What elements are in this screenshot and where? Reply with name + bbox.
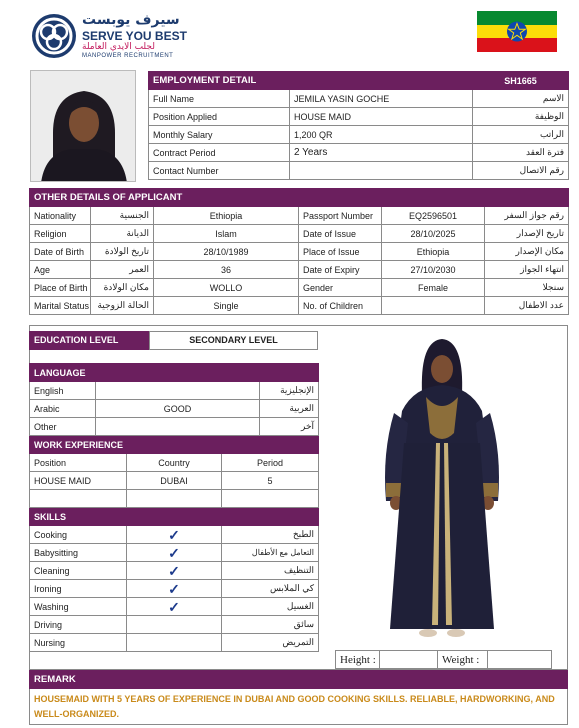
marital-status-value: Single	[154, 297, 299, 315]
other-language-value	[96, 418, 260, 436]
table-row	[30, 400, 319, 418]
checkmark-icon: ✓	[168, 598, 180, 615]
table-row	[30, 598, 319, 616]
skill-label-arabic: التنظيف	[222, 562, 319, 580]
date-of-issue-value: 28/10/2025	[382, 225, 485, 243]
work-country-cell	[127, 490, 222, 508]
field-label: Marital Status	[30, 297, 91, 315]
language-label-arabic: آخر	[260, 418, 319, 436]
table-row	[30, 297, 569, 315]
table-row	[30, 472, 319, 490]
skill-label-arabic: التمريض	[222, 634, 319, 652]
skill-label-arabic: سائق	[222, 616, 319, 634]
field-label: Gender	[299, 279, 382, 297]
field-label: Full Name	[149, 90, 290, 108]
checkmark-icon: ✓	[168, 580, 180, 597]
table-row	[30, 261, 569, 279]
field-label-arabic: مكان الإصدار	[485, 243, 569, 261]
skill-label: Nursing	[30, 634, 127, 652]
work-position-cell: HOUSE MAID	[30, 472, 127, 490]
contact-number-value	[290, 162, 473, 180]
table-row	[149, 162, 569, 180]
work-column-headers	[30, 454, 319, 472]
other-details-title: OTHER DETAILS OF APPLICANT	[30, 189, 569, 207]
column-header-period: Period	[222, 454, 319, 472]
column-header-country: Country	[127, 454, 222, 472]
ethiopia-flag-icon	[477, 11, 557, 52]
age-value: 36	[154, 261, 299, 279]
skill-check-washing	[127, 598, 222, 616]
work-position-cell	[30, 490, 127, 508]
field-label-arabic: مكان الولادة	[91, 279, 154, 297]
logo-subtitle: MANPOWER RECRUITMENT	[82, 53, 174, 59]
field-label-arabic: الحالة الزوجية	[91, 297, 154, 315]
logo-arabic-tagline: لجلب الايدي العاملة	[82, 42, 155, 52]
table-row	[30, 634, 319, 652]
other-details-header-row	[30, 189, 569, 207]
full-body-illustration	[342, 333, 540, 645]
education-level-row	[29, 331, 318, 350]
field-label-arabic: الجنسية	[91, 207, 154, 225]
field-label: Nationality	[30, 207, 91, 225]
position-value: HOUSE MAID	[290, 108, 473, 126]
logo-english-name: SERVE YOU BEST	[82, 29, 187, 43]
field-label: Contract Period	[149, 144, 290, 162]
skill-label: Washing	[30, 598, 127, 616]
portrait-illustration	[31, 71, 136, 182]
checkmark-icon: ✓	[168, 562, 180, 579]
height-value	[380, 651, 438, 669]
table-row	[30, 490, 319, 508]
checkmark-icon: ✓	[168, 544, 180, 561]
skill-label-arabic: الغسيل	[222, 598, 319, 616]
language-label: Other	[30, 418, 96, 436]
remark-text: HOUSEMAID WITH 5 YEARS OF EXPERIENCE IN DUBAI AND GOOD COOKING SKILLS. RELIABLE, HARDWORKING, AND WELL-ORGANIZED.	[29, 689, 568, 725]
skill-label: Cooking	[30, 526, 127, 544]
skills-title: SKILLS	[30, 508, 319, 526]
field-label: Religion	[30, 225, 91, 243]
education-level-label: EDUCATION LEVEL	[29, 331, 149, 350]
language-work-skills-table	[29, 363, 319, 652]
remark-title: REMARK	[29, 670, 568, 689]
field-label-arabic: فترة العقد	[473, 144, 569, 162]
table-row	[30, 580, 319, 598]
field-label-arabic: الراتب	[473, 126, 569, 144]
english-level-value	[96, 382, 260, 400]
field-label-arabic: تاريخ الإصدار	[485, 225, 569, 243]
salary-value: 1,200 QR	[290, 126, 473, 144]
table-row	[30, 562, 319, 580]
skill-check-cooking	[127, 526, 222, 544]
language-header-row	[30, 364, 319, 382]
remark-section	[29, 670, 568, 725]
height-label: Height :	[336, 651, 380, 669]
field-label: Date of Expiry	[299, 261, 382, 279]
skill-label: Driving	[30, 616, 127, 634]
work-country-cell: DUBAI	[127, 472, 222, 490]
table-row	[30, 279, 569, 297]
table-row	[149, 144, 569, 162]
work-experience-header-row	[30, 436, 319, 454]
place-of-issue-value: Ethiopia	[382, 243, 485, 261]
field-label: Age	[30, 261, 91, 279]
language-label: English	[30, 382, 96, 400]
education-level-value: SECONDARY LEVEL	[149, 331, 318, 350]
other-details-table	[29, 188, 569, 315]
checkmark-icon: ✓	[168, 526, 180, 543]
skill-label: Babysitting	[30, 544, 127, 562]
skill-check-driving	[127, 616, 222, 634]
work-experience-title: WORK EXPERIENCE	[30, 436, 319, 454]
table-row	[30, 544, 319, 562]
field-label-arabic: عدد الاطفال	[485, 297, 569, 315]
field-label: Place of Birth	[30, 279, 91, 297]
employment-detail-table	[148, 71, 569, 180]
language-title: LANGUAGE	[30, 364, 319, 382]
place-of-birth-value: WOLLO	[154, 279, 299, 297]
date-of-expiry-value: 27/10/2030	[382, 261, 485, 279]
arabic-level-value: GOOD	[96, 400, 260, 418]
language-label-arabic: الإنجليزية	[260, 382, 319, 400]
table-row	[149, 90, 569, 108]
table-row	[30, 243, 569, 261]
religion-value: Islam	[154, 225, 299, 243]
work-period-cell	[222, 490, 319, 508]
skill-check-nursing	[127, 634, 222, 652]
table-row	[30, 616, 319, 634]
field-label-arabic: رقم الاتصال	[473, 162, 569, 180]
height-weight-row	[335, 650, 551, 670]
field-label-arabic: تاريخ الولادة	[91, 243, 154, 261]
field-label: Place of Issue	[299, 243, 382, 261]
table-row	[30, 225, 569, 243]
weight-value	[488, 651, 552, 669]
field-label: Date of Birth	[30, 243, 91, 261]
skill-label-arabic: الطبخ	[222, 526, 319, 544]
skill-label-arabic: التعامل مع الأطفال	[222, 544, 319, 562]
field-label-arabic: الاسم	[473, 90, 569, 108]
field-label-arabic: الديانة	[91, 225, 154, 243]
field-label-arabic: رقم جواز السفر	[485, 207, 569, 225]
skill-check-ironing	[127, 580, 222, 598]
employment-header-row	[149, 72, 569, 90]
table-row	[30, 526, 319, 544]
table-row	[149, 126, 569, 144]
language-label-arabic: العربية	[260, 400, 319, 418]
work-period-cell: 5	[222, 472, 319, 490]
table-row	[30, 418, 319, 436]
company-logo	[30, 12, 190, 60]
weight-label: Weight :	[438, 651, 488, 669]
contract-period-value: 2 Years	[290, 144, 473, 162]
passport-number-value: EQ2596501	[382, 207, 485, 225]
field-label: No. of Children	[299, 297, 382, 315]
date-of-birth-value: 28/10/1989	[154, 243, 299, 261]
field-label: Position Applied	[149, 108, 290, 126]
field-label-arabic: سنجلا	[485, 279, 569, 297]
applicant-photo-full-body	[342, 333, 540, 645]
logo-knot-icon	[30, 12, 78, 60]
field-label: Contact Number	[149, 162, 290, 180]
table-row	[30, 382, 319, 400]
skill-check-babysitting	[127, 544, 222, 562]
field-label-arabic: انتهاء الجواز	[485, 261, 569, 279]
field-label: Passport Number	[299, 207, 382, 225]
children-count-value	[382, 297, 485, 315]
table-row	[149, 108, 569, 126]
employment-title: EMPLOYMENT DETAIL	[149, 72, 473, 90]
nationality-value: Ethiopia	[154, 207, 299, 225]
field-label: Monthly Salary	[149, 126, 290, 144]
skill-label: Ironing	[30, 580, 127, 598]
skill-label-arabic: كي الملابس	[222, 580, 319, 598]
field-label: Date of Issue	[299, 225, 382, 243]
table-row	[30, 207, 569, 225]
applicant-code: SH1665	[473, 72, 569, 90]
gender-value: Female	[382, 279, 485, 297]
skills-header-row	[30, 508, 319, 526]
column-header-position: Position	[30, 454, 127, 472]
field-label-arabic: العمر	[91, 261, 154, 279]
skill-label: Cleaning	[30, 562, 127, 580]
language-label: Arabic	[30, 400, 96, 418]
field-label-arabic: الوظيفة	[473, 108, 569, 126]
logo-arabic-name: سيرف يوبست	[82, 12, 180, 28]
full-name-value: JEMILA YASIN GOCHE	[290, 90, 473, 108]
skill-check-cleaning	[127, 562, 222, 580]
applicant-photo-portrait	[30, 70, 136, 182]
